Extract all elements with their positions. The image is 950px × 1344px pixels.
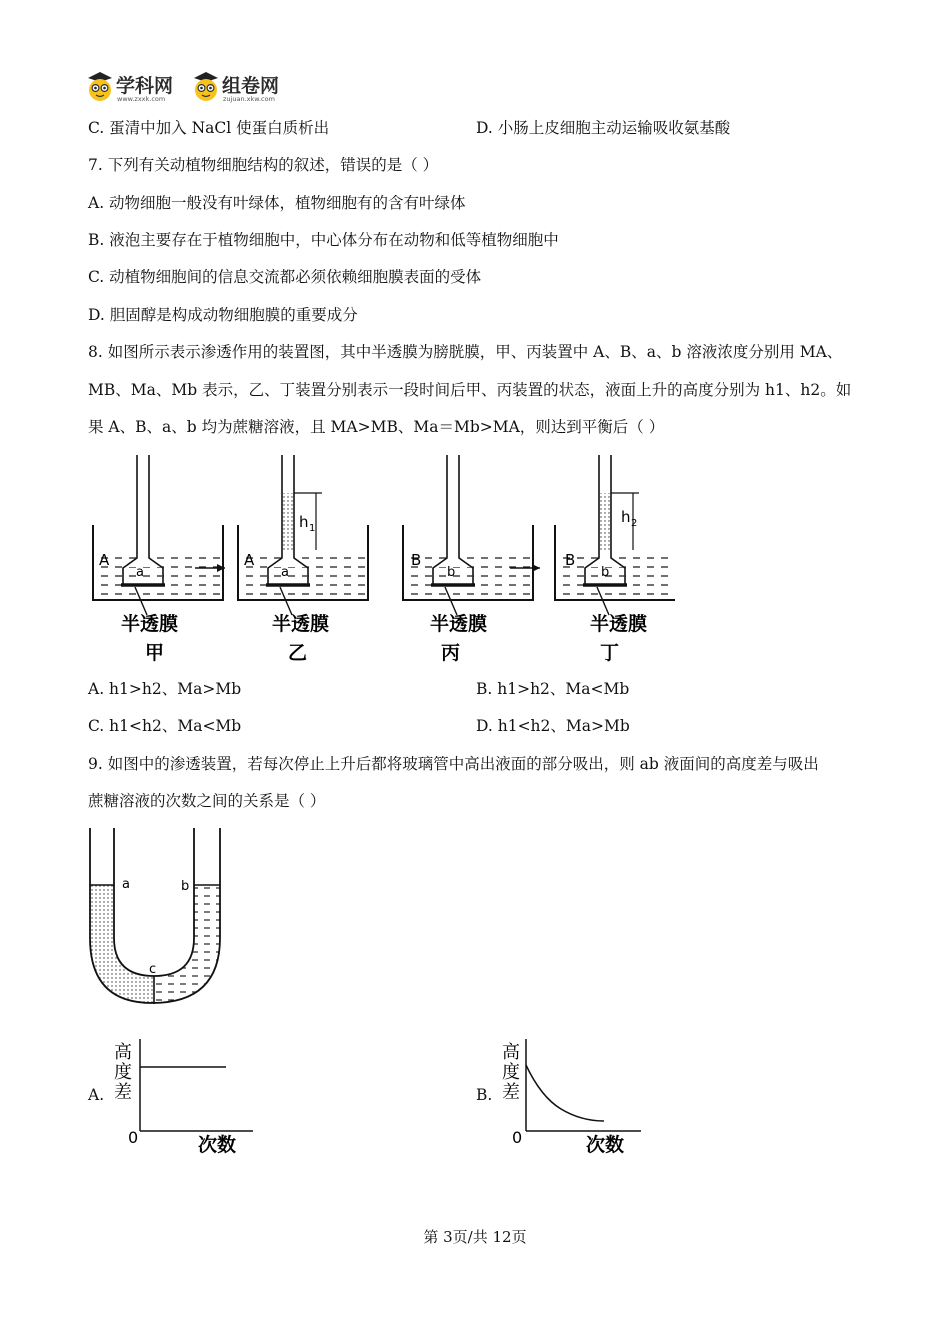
- device-bing: [403, 455, 533, 615]
- label-h1: h: [299, 513, 309, 531]
- q7-option-a: A. 动物细胞一般没有叶绿体，植物细胞有的含有叶绿体: [88, 194, 466, 212]
- label-A-yi: A: [244, 551, 255, 569]
- label-b-bing: b: [447, 565, 456, 580]
- caption-membrane-jia: 半透膜: [121, 613, 179, 635]
- label-tube-a: a: [122, 877, 130, 892]
- q7-stem: 7. 下列有关动植物细胞结构的叙述，错误的是（ ）: [88, 156, 439, 174]
- graph-b-ylabel-1: 高: [502, 1042, 520, 1063]
- graph-a-ylabel-3: 差: [114, 1082, 132, 1103]
- graph-b-origin: 0: [512, 1128, 523, 1147]
- label-h2: h: [621, 508, 631, 526]
- q8-stem-line3: 果 A、B、a、b 均为蔗糖溶液，且 MA>MB、Ma＝Mb>MA，则达到平衡后（ ）: [88, 418, 665, 436]
- q8-option-a: A. h1>h2、Ma>Mb: [88, 680, 242, 698]
- q8-option-d: D. h1<h2、Ma>Mb: [476, 717, 630, 735]
- header-logos: [86, 70, 296, 104]
- q8-stem-line1: 8. 如图所示表示渗透作用的装置图，其中半透膜为膀胱膜，甲、丙装置中 A、B、a、b 溶液浓度分别用 MA、: [88, 343, 843, 361]
- owl-logo-icon-2: [192, 70, 222, 104]
- graph-b-ylabel-2: 度: [502, 1062, 520, 1083]
- graph-a-ylabel-1: 高: [114, 1042, 132, 1063]
- osmosis-apparatus-figure: [85, 455, 675, 670]
- device-ding: [555, 455, 675, 615]
- label-h1-sub: 1: [309, 523, 316, 534]
- q8-stem-line2: MB、Ma、Mb 表示，乙、丁装置分别表示一段时间后甲、丙装置的状态，液面上升的高度分别为 h1、h2。如: [88, 381, 852, 399]
- q6-option-d: D. 小肠上皮细胞主动运输吸收氨基酸: [476, 119, 731, 137]
- q9-graph-a: [108, 1035, 258, 1160]
- label-b-ding: b: [601, 565, 610, 580]
- graph-a-ylabel-2: 度: [114, 1062, 132, 1083]
- logo-sub-1: www.zxxk.com: [117, 95, 166, 103]
- u-tube-figure: [82, 828, 232, 1013]
- label-a-yi: a: [281, 565, 289, 580]
- caption-membrane-ding: 半透膜: [590, 613, 648, 635]
- q9-stem-line1: 9. 如图中的渗透装置，若每次停止上升后都将玻璃管中高出液面的部分吸出，则 ab 液面间的高度差与吸出: [88, 755, 819, 773]
- label-tube-b: b: [181, 879, 190, 894]
- device-yi: [238, 455, 368, 615]
- q8-option-b: B. h1>h2、Ma<Mb: [476, 680, 630, 698]
- label-tube-c: c: [149, 962, 157, 977]
- logo-name-1: 学科网: [116, 75, 174, 97]
- label-h2-sub: 2: [631, 518, 638, 529]
- q9-option-a-label: A.: [88, 1086, 105, 1104]
- caption-membrane-bing: 半透膜: [430, 613, 488, 635]
- q9-stem-line2: 蔗糖溶液的次数之间的关系是（ ）: [88, 792, 326, 810]
- q7-option-d: D. 胆固醇是构成动物细胞膜的重要成分: [88, 306, 358, 324]
- label-B-bing: B: [411, 551, 422, 569]
- graph-b-xlabel: 次数: [586, 1134, 625, 1156]
- graph-b-ylabel-3: 差: [502, 1082, 520, 1103]
- caption-bing: 丙: [441, 642, 461, 664]
- graph-a-xlabel: 次数: [198, 1134, 237, 1156]
- graph-a-origin: 0: [128, 1128, 139, 1147]
- page-footer: 第 3页/共 12页: [423, 1228, 527, 1246]
- q6-option-c: C. 蛋清中加入 NaCl 使蛋白质析出: [88, 119, 330, 137]
- q9-graph-b: [496, 1035, 646, 1160]
- label-B-ding: B: [565, 551, 576, 569]
- q9-option-b-label: B.: [476, 1086, 493, 1104]
- logo-sub-2: zujuan.xkw.com: [223, 95, 275, 103]
- caption-ding: 丁: [600, 642, 620, 664]
- q7-option-b: B. 液泡主要存在于植物细胞中，中心体分布在动物和低等植物细胞中: [88, 231, 559, 249]
- caption-membrane-yi: 半透膜: [272, 613, 330, 635]
- caption-yi: 乙: [288, 642, 308, 664]
- device-jia: [93, 455, 223, 615]
- logo-name-2: 组卷网: [222, 75, 280, 97]
- graph-b-curve: [526, 1065, 604, 1121]
- label-A-jia: A: [99, 551, 110, 569]
- label-a-jia: a: [136, 565, 144, 580]
- q8-option-c: C. h1<h2、Ma<Mb: [88, 717, 242, 735]
- caption-jia: 甲: [145, 642, 165, 664]
- owl-logo-icon: [86, 70, 116, 104]
- q7-option-c: C. 动植物细胞间的信息交流都必须依赖细胞膜表面的受体: [88, 268, 482, 286]
